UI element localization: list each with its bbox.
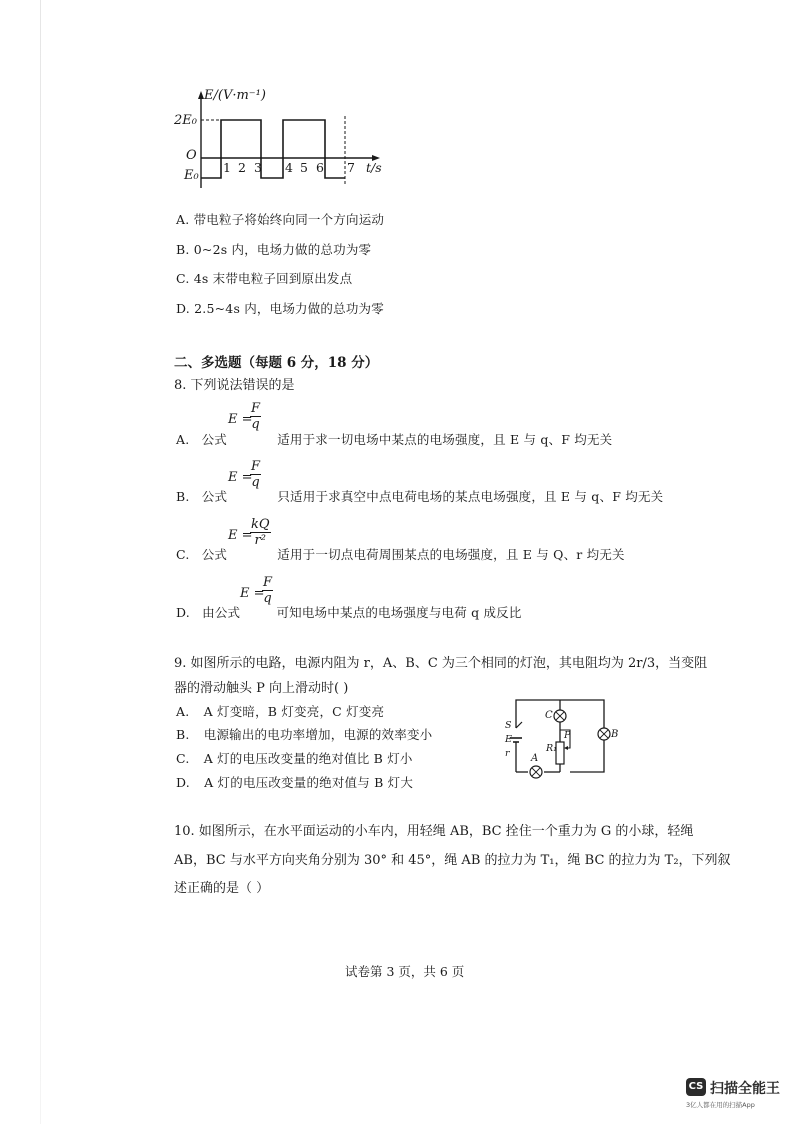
circuit-label-e: E [505,734,512,745]
graph-origin: O [186,148,197,163]
q9-option-a [176,702,384,720]
option-text: 电源输出的电功率增加，电源的效率变小 [203,727,433,742]
option-text: 0~2s 内，电场力做的总功为零 [193,242,372,257]
q8b-fraction [250,459,261,490]
q8d-fraction [262,575,273,606]
option-prefix: 由公式 [202,605,241,620]
q10-line3: 述正确的是（ ） [174,881,270,896]
q8-option-d [176,603,522,621]
option-text: 4s 末带电粒子回到原出发点 [193,271,353,286]
q8c-formula-lhs: E = [228,528,253,543]
option-letter: B. [176,242,190,257]
q8c-denominator: r² [254,533,266,548]
option-text: A 灯变暗，B 灯变亮，C 灯变亮 [203,704,385,719]
option-text: 2.5~4s 内，电场力做的总功为零 [194,301,384,316]
scanner-watermark-title: 扫描全能王 [710,1081,780,1097]
option-letter: B. [176,727,190,742]
option-prefix: 公式 [201,489,228,504]
q8d-denominator: q [263,591,272,606]
option-letter: B. [176,489,190,504]
option-text: 只适用于求真空中点电荷电场的某点电场强度，且 E 与 q、F 均无关 [277,489,664,504]
q7-option-b [176,240,371,258]
q8a-fraction [250,401,261,432]
option-text: 带电粒子将始终向同一个方向运动 [193,212,385,227]
q7-option-a [176,210,384,228]
q8b-denominator: q [251,475,260,490]
q7-option-d [176,299,384,317]
circuit-label-p: P [564,730,571,741]
e-t-graph [165,88,395,198]
q9-stem-line1: 9. 如图所示的电路，电源内阻为 r，A、B、C 为三个相同的灯泡，其电阻均为 2r/3，当变阻 [174,656,708,671]
option-prefix: 公式 [201,432,227,447]
circuit-label-s: S [505,720,512,731]
graph-x-tick-1: 1 [223,160,231,175]
option-letter: C. [176,271,190,286]
graph-x-tick-4: 4 [285,160,293,175]
q8a-denominator: q [251,417,260,432]
option-letter: D. [176,301,190,316]
page-footer: 试卷第 3 页，共 6 页 [345,964,465,979]
option-letter: C. [176,547,190,562]
option-text: 可知电场中某点的电场强度与电荷 q 成反比 [276,605,522,620]
q9-option-b [176,725,432,743]
q8d-numerator: F [263,575,273,590]
q8b-numerator: F [251,459,261,474]
circuit-label-r: r [505,748,510,759]
q8d-formula-lhs: E = [240,586,265,601]
q8c-fraction [250,517,271,548]
graph-x-tick-6: 6 [316,160,324,175]
scan-edge [40,0,41,1124]
q9-option-d [176,773,413,791]
option-letter: C. [176,751,190,766]
circuit-label-c: C [545,710,553,721]
option-text: 适用于求一切电场中某点的电场强度，且 E 与 q、F 均无关 [277,432,613,447]
graph-x-tick-2: 2 [238,160,246,175]
q9-stem-line2: 器的滑动触头 P 向上滑动时( ) [174,681,349,696]
circuit-label-r1: R₁ [546,743,557,754]
q8-stem: 8. 下列说法错误的是 [174,378,295,393]
graph-x-tick-5: 5 [300,160,308,175]
option-letter: A. [176,432,190,447]
circuit-label-a: A [531,753,539,764]
q8b-formula-lhs: E = [228,470,253,485]
q9-option-c [176,749,413,767]
q7-option-c [176,269,352,287]
graph-y-axis-label: E/(V·m⁻¹) [204,88,266,103]
q8a-formula-lhs: E = [228,412,253,427]
option-letter: A. [176,212,190,227]
option-letter: A. [176,704,190,719]
q8a-numerator: F [251,401,261,416]
q10-line2: AB，BC 与水平方向夹角分别为 30° 和 45°，绳 AB 的拉力为 T₁，绳 BC 的拉力为 T₂，下列叙 [174,853,731,868]
q8-option-a [176,430,612,448]
section-title: 二、多选题（每题 6 分，18 分） [174,355,379,371]
option-letter: D. [176,605,190,620]
q10-line1: 10. 如图所示，在水平面运动的小车内，用轻绳 AB，BC 拴住一个重力为 G 的小球，轻绳 [174,824,694,839]
option-text: A 灯的电压改变量的绝对值比 B 灯小 [203,751,413,766]
circuit-label-b: B [611,729,619,740]
option-letter: D. [176,775,190,790]
scanner-logo-icon: CS [686,1078,706,1096]
graph-y-tick-top: 2E₀ [174,113,197,128]
option-text: A 灯的电压改变量的绝对值与 B 灯大 [204,775,414,790]
option-prefix: 公式 [201,547,228,562]
q8c-numerator: kQ [251,517,270,532]
option-text: 适用于一切点电荷周围某点的电场强度，且 E 与 Q、r 均无关 [277,547,625,562]
graph-x-axis-label: t/s [366,160,382,175]
graph-y-tick-bottom: E₀ [184,168,199,183]
graph-x-tick-3: 3 [254,160,262,175]
graph-x-tick-7: 7 [347,160,355,175]
q8-option-b [176,487,663,505]
scanner-watermark-subtitle: 3亿人都在用的扫描App [686,1101,755,1109]
q8-option-c [176,545,625,563]
